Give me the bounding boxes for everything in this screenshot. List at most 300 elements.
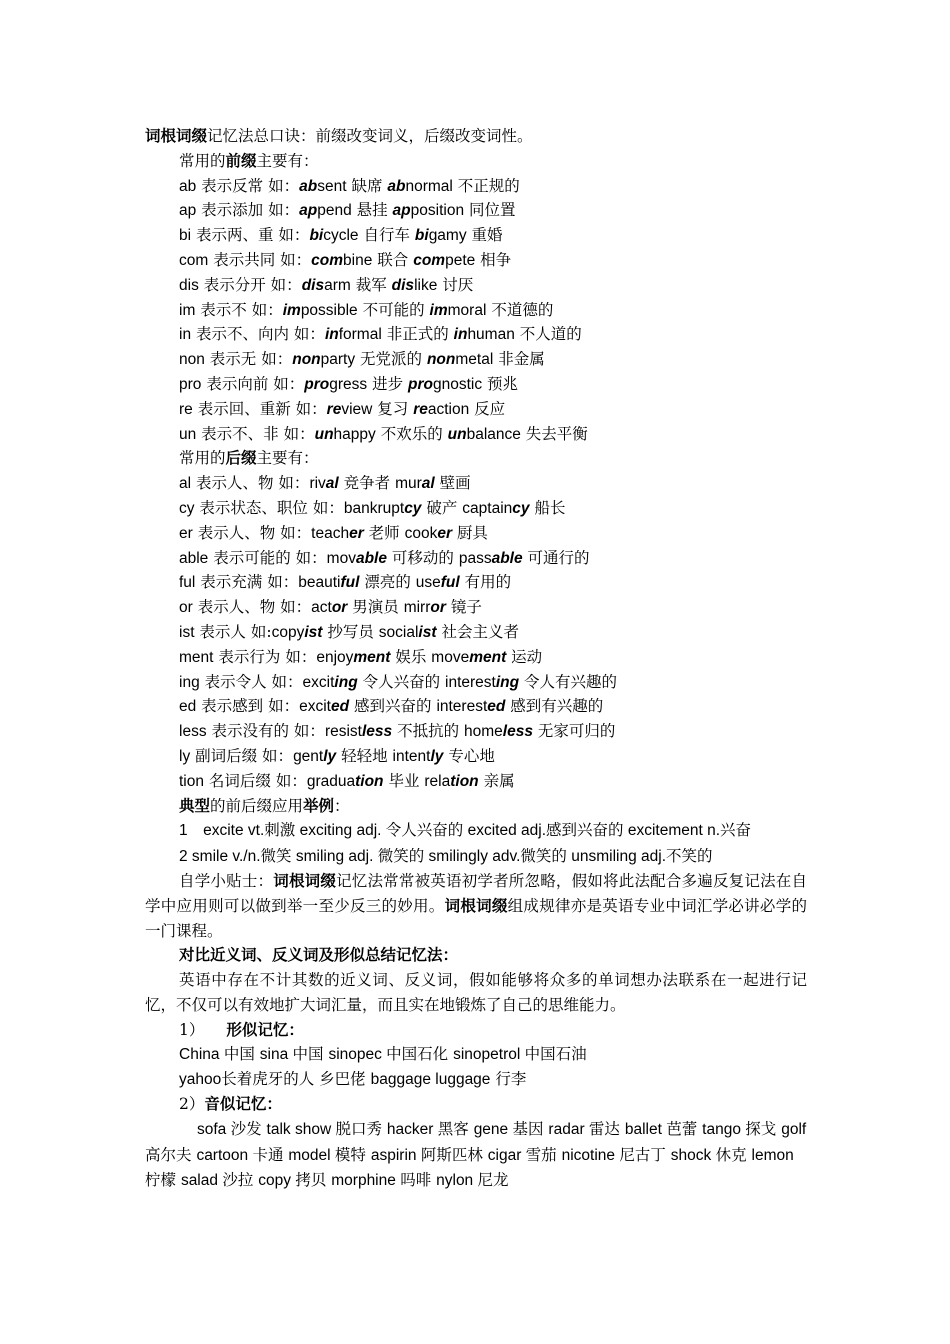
sound-word-en: nicotine bbox=[561, 1146, 620, 1164]
example-word-stem: riv bbox=[309, 475, 326, 493]
suffix-header-bold: 后缀 bbox=[225, 448, 257, 468]
suffix-meaning: 名词后缀 如： bbox=[204, 771, 307, 790]
sound-word-cn: 基因 bbox=[512, 1119, 549, 1138]
suffix-list bbox=[145, 471, 807, 793]
example-affix: ing bbox=[495, 673, 520, 691]
example-affix: tion bbox=[355, 772, 384, 790]
prefix-affix: pro bbox=[179, 375, 202, 393]
examples-header bbox=[145, 794, 807, 819]
example-word-stem: cook bbox=[404, 524, 438, 542]
example-cn: 非正式的 bbox=[381, 325, 454, 344]
example-word-rest: bine bbox=[343, 251, 373, 269]
example-2-p2: 微笑 bbox=[260, 847, 292, 866]
suffix-meaning: 表示行为 如： bbox=[213, 647, 317, 666]
example-cn: 联合 bbox=[372, 250, 414, 269]
example-word-rest: possible bbox=[300, 301, 358, 319]
shape-word-cn: 中国石油 bbox=[524, 1045, 587, 1064]
suffix-item bbox=[145, 694, 807, 719]
example-word-rest: gamy bbox=[428, 227, 467, 245]
sound-header bbox=[145, 1092, 807, 1117]
prefix-header-bold: 前缀 bbox=[225, 150, 257, 170]
suffix-affix: ly bbox=[179, 747, 191, 765]
suffix-meaning: 表示可能的 如： bbox=[208, 548, 327, 567]
example-word-rest: balance bbox=[466, 425, 521, 443]
example-word-stem: interest bbox=[445, 673, 496, 691]
example-affix: ist bbox=[304, 623, 323, 641]
prefix-item bbox=[145, 322, 807, 347]
prefix-affix: im bbox=[179, 301, 196, 319]
example-cn: 不抵抗的 bbox=[392, 722, 465, 741]
example-cn: 反应 bbox=[469, 399, 506, 418]
example-cn: 令人兴奋的 bbox=[357, 672, 446, 691]
example-word-rest: like bbox=[414, 276, 438, 294]
example-word-stem: excit bbox=[299, 698, 331, 716]
example-affix: cy bbox=[404, 499, 422, 517]
example-affix: com bbox=[311, 251, 344, 269]
example-affix: ed bbox=[330, 698, 350, 716]
example-word-rest: arm bbox=[324, 276, 351, 294]
example-1-p7: 兴奋 bbox=[720, 821, 752, 840]
example-affix: er bbox=[349, 524, 364, 542]
example-word-stem: gent bbox=[293, 747, 324, 765]
sound-word-cn: 吗啡 bbox=[400, 1171, 437, 1190]
prefix-item bbox=[145, 372, 807, 397]
example-1-p4: excited adj. bbox=[463, 822, 546, 840]
example-word-rest: position bbox=[410, 202, 465, 220]
suffix-item bbox=[145, 719, 807, 744]
sound-word-cn: 尼龙 bbox=[477, 1171, 509, 1190]
shape-l2a-en: yahoo bbox=[179, 1071, 222, 1089]
prefix-item bbox=[145, 223, 807, 248]
suffix-meaning: 表示令人 如： bbox=[199, 672, 303, 691]
suffix-affix: tion bbox=[179, 772, 204, 790]
prefix-meaning: 表示共同 如： bbox=[208, 250, 312, 269]
shape-l2a-cn: 长着虎牙的人 乡巴佬 bbox=[221, 1070, 366, 1089]
sound-word-cn: 高尔夫 bbox=[145, 1145, 197, 1164]
prefix-meaning: 表示不、非 如： bbox=[196, 424, 315, 443]
suffix-item bbox=[145, 570, 807, 595]
example-word-rest: metal bbox=[455, 351, 494, 369]
example-2-p4: 微笑的 bbox=[377, 847, 425, 866]
example-word-stem: beauti bbox=[298, 574, 341, 592]
example-word-stem: home bbox=[464, 723, 503, 741]
prefix-meaning: 表示反常 如： bbox=[196, 176, 300, 195]
example-2-p3: smiling adj. bbox=[291, 848, 378, 866]
sound-word-cn: 脱口秀 bbox=[335, 1119, 387, 1138]
suffix-affix: or bbox=[179, 599, 193, 617]
example-affix: al bbox=[325, 475, 339, 493]
tip-lead: 自学小贴士： bbox=[179, 871, 274, 890]
example-cn: 亲属 bbox=[478, 771, 515, 790]
suffix-header-post: 主要有： bbox=[256, 449, 319, 468]
example-word-stem: gradua bbox=[306, 772, 356, 790]
example-cn: 非金属 bbox=[493, 350, 545, 369]
sound-word-en: radar bbox=[548, 1120, 589, 1138]
examples-header-end: ： bbox=[334, 796, 350, 815]
example-cn: 壁画 bbox=[434, 474, 471, 493]
sound-word-en: cartoon bbox=[196, 1146, 253, 1164]
example-affix: ap bbox=[299, 202, 318, 220]
suffix-affix: ment bbox=[179, 648, 214, 666]
sound-word-cn: 拷贝 bbox=[295, 1171, 332, 1190]
prefix-meaning: 表示回、重新 如： bbox=[192, 399, 327, 418]
shape-num: 1） bbox=[179, 1020, 205, 1039]
prefix-affix: dis bbox=[179, 276, 199, 294]
sound-word-cn: 芭蕾 bbox=[666, 1119, 703, 1138]
prefix-affix: com bbox=[179, 251, 209, 269]
example-affix: re bbox=[326, 400, 342, 418]
example-cn: 相争 bbox=[475, 250, 512, 269]
example-cn: 不欢乐的 bbox=[375, 424, 448, 443]
shape-line-1 bbox=[145, 1042, 807, 1067]
example-word-stem: mur bbox=[395, 475, 422, 493]
intro-line bbox=[145, 124, 807, 149]
example-1-p5: 感到兴奋的 bbox=[546, 821, 624, 840]
example-cn: 可通行的 bbox=[522, 548, 590, 567]
example-1-lead: 1 excite vt. bbox=[179, 822, 265, 840]
prefix-item bbox=[145, 198, 807, 223]
prefix-item bbox=[145, 174, 807, 199]
example-word-rest: gress bbox=[329, 375, 368, 393]
suffix-header bbox=[145, 446, 807, 471]
compare-header bbox=[145, 943, 807, 968]
sound-word-en: salad bbox=[180, 1172, 223, 1190]
prefix-meaning: 表示不 如： bbox=[195, 300, 283, 319]
prefix-item bbox=[145, 422, 807, 447]
example-word-rest: happy bbox=[333, 425, 376, 443]
compare-header-text: 对比近义词、反义词及形似总结记忆法： bbox=[179, 945, 459, 965]
sound-word-cn: 雪茄 bbox=[525, 1145, 562, 1164]
prefix-item bbox=[145, 347, 807, 372]
example-cn: 悬挂 bbox=[351, 201, 393, 220]
example-affix: ist bbox=[418, 623, 437, 641]
example-cn: 缺席 bbox=[346, 176, 388, 195]
example-word-rest: party bbox=[320, 351, 356, 369]
suffix-item bbox=[145, 546, 807, 571]
example-cn: 感到兴奋的 bbox=[349, 697, 437, 716]
example-cn: 复习 bbox=[372, 399, 414, 418]
suffix-item bbox=[145, 670, 807, 695]
example-word-rest: pete bbox=[445, 251, 476, 269]
suffix-item bbox=[145, 496, 807, 521]
example-word-stem: teach bbox=[311, 524, 350, 542]
example-cn: 运动 bbox=[506, 647, 543, 666]
example-cn: 讨厌 bbox=[437, 275, 474, 294]
sound-word-en: morphine bbox=[331, 1172, 401, 1190]
example-affix: al bbox=[421, 475, 435, 493]
prefix-item bbox=[145, 298, 807, 323]
sound-word-cn: 尼古丁 bbox=[619, 1145, 671, 1164]
shape-word-cn: 中国 bbox=[223, 1045, 260, 1064]
suffix-item bbox=[145, 645, 807, 670]
prefix-meaning: 表示分开 如： bbox=[198, 275, 302, 294]
sound-word-cn: 阿斯匹林 bbox=[420, 1145, 488, 1164]
prefix-affix: non bbox=[179, 351, 205, 369]
example-affix: pro bbox=[408, 375, 433, 393]
sound-word-cn: 卡通 bbox=[252, 1145, 289, 1164]
example-cn: 预兆 bbox=[482, 374, 519, 393]
example-2-p8: 不笑的 bbox=[666, 847, 713, 866]
example-word-rest: view bbox=[341, 400, 373, 418]
example-word-stem: intent bbox=[392, 747, 431, 765]
example-affix: able bbox=[491, 549, 523, 567]
prefix-meaning: 表示添加 如： bbox=[196, 201, 300, 220]
example-cn: 不可能的 bbox=[357, 300, 430, 319]
example-cn: 同位置 bbox=[464, 201, 516, 220]
example-affix: ly bbox=[430, 747, 444, 765]
example-cn: 老师 bbox=[363, 523, 405, 542]
shape-word-en: sinopec bbox=[328, 1046, 387, 1064]
example-affix: non bbox=[426, 351, 456, 369]
examples-header-bold1: 典型 bbox=[179, 795, 211, 815]
example-affix: re bbox=[413, 400, 428, 418]
sound-word-cn: 休克 bbox=[715, 1145, 752, 1164]
example-word-stem: interest bbox=[436, 698, 488, 716]
suffix-affix: al bbox=[179, 475, 192, 493]
suffix-affix: cy bbox=[179, 499, 195, 517]
example-affix: un bbox=[447, 425, 467, 443]
example-cn: 镜子 bbox=[445, 598, 482, 617]
example-affix: un bbox=[314, 425, 334, 443]
example-affix: ful bbox=[340, 574, 360, 592]
prefix-meaning: 表示向前 如： bbox=[201, 374, 305, 393]
example-affix: less bbox=[502, 723, 533, 741]
example-2 bbox=[145, 844, 807, 869]
example-cn: 社会主义者 bbox=[436, 622, 519, 641]
example-affix: or bbox=[430, 599, 446, 617]
example-word-stem: move bbox=[431, 648, 470, 666]
prefix-affix: un bbox=[179, 425, 197, 443]
suffix-meaning: 副词后缀 如： bbox=[190, 746, 294, 765]
example-cn: 有用的 bbox=[459, 573, 512, 592]
suffix-meaning: 表示感到 如： bbox=[196, 697, 300, 716]
prefix-meaning: 表示不、向内 如： bbox=[191, 325, 325, 344]
example-affix: ment bbox=[469, 648, 507, 666]
example-affix: ap bbox=[392, 202, 411, 220]
example-cn: 男演员 bbox=[347, 598, 404, 617]
example-affix: ab bbox=[299, 177, 318, 195]
prefix-affix: bi bbox=[179, 227, 192, 245]
suffix-affix: ed bbox=[179, 698, 197, 716]
suffix-affix: less bbox=[179, 723, 207, 741]
sound-word-en: hacker bbox=[386, 1120, 438, 1138]
suffix-affix: ful bbox=[179, 574, 196, 592]
example-word-rest: pend bbox=[317, 202, 352, 220]
example-word-rest: normal bbox=[405, 177, 453, 195]
suffix-item bbox=[145, 471, 807, 496]
prefix-item bbox=[145, 273, 807, 298]
example-word-stem: copy bbox=[271, 623, 305, 641]
example-affix: com bbox=[413, 251, 446, 269]
sound-word-en: nylon bbox=[436, 1172, 478, 1190]
suffix-meaning: 表示状态、职位 如： bbox=[194, 498, 344, 517]
sound-word-cn: 沙发 bbox=[230, 1119, 267, 1138]
sound-words bbox=[145, 1117, 807, 1194]
suffix-affix: ist bbox=[179, 623, 195, 641]
prefix-header-post: 主要有： bbox=[256, 151, 319, 170]
sound-word-en: cigar bbox=[487, 1146, 526, 1164]
example-cn: 不道德的 bbox=[486, 300, 554, 319]
suffix-item bbox=[145, 769, 807, 794]
suffix-item bbox=[145, 521, 807, 546]
example-affix: ly bbox=[323, 747, 337, 765]
study-tip bbox=[145, 869, 807, 943]
shape-line-2 bbox=[145, 1067, 807, 1092]
sound-title: 音似记忆： bbox=[204, 1094, 282, 1114]
tip-text-2: 组成规律亦是英语专业中词汇学必讲必学的一门课程。 bbox=[145, 896, 807, 940]
example-affix: cy bbox=[512, 499, 530, 517]
example-cn: 轻轻地 bbox=[336, 746, 393, 765]
example-2-p5: smilingly adv. bbox=[424, 848, 521, 866]
example-word-stem: pass bbox=[458, 549, 492, 567]
sound-word-en: aspirin bbox=[370, 1146, 421, 1164]
example-cn: 漂亮的 bbox=[359, 573, 416, 592]
intro-title: 词根词缀 bbox=[145, 126, 208, 145]
example-affix: im bbox=[429, 301, 448, 319]
example-word-stem: use bbox=[415, 574, 441, 592]
example-cn: 无家可归的 bbox=[532, 722, 616, 741]
example-word-rest: formal bbox=[338, 326, 382, 344]
example-affix: ing bbox=[334, 673, 358, 691]
example-cn: 船长 bbox=[529, 498, 566, 517]
example-affix: bi bbox=[414, 227, 429, 245]
shape-l2b-en: baggage luggage bbox=[370, 1071, 491, 1089]
example-cn: 竞争者 bbox=[338, 474, 396, 493]
example-word-stem: social bbox=[378, 623, 419, 641]
example-2-p7: unsmiling adj. bbox=[566, 848, 667, 866]
example-word-rest: gnostic bbox=[432, 375, 483, 393]
example-cn: 重婚 bbox=[466, 226, 503, 245]
shape-word-cn: 中国石化 bbox=[386, 1045, 454, 1064]
prefix-affix: ap bbox=[179, 202, 197, 220]
example-affix: im bbox=[282, 301, 301, 319]
example-cn: 破产 bbox=[421, 498, 463, 517]
example-1-p3: 令人兴奋的 bbox=[385, 821, 464, 840]
example-word-rest: human bbox=[467, 326, 515, 344]
example-affix: able bbox=[355, 549, 387, 567]
example-word-stem: excit bbox=[302, 673, 335, 691]
sound-word-en: copy bbox=[258, 1172, 296, 1190]
example-cn: 抄写员 bbox=[322, 622, 379, 641]
shape-title: 形似记忆： bbox=[226, 1019, 304, 1039]
example-affix: in bbox=[453, 326, 468, 344]
sound-word-en: model bbox=[288, 1146, 335, 1164]
example-2-p6: 微笑的 bbox=[520, 847, 567, 866]
suffix-affix: ing bbox=[179, 673, 200, 691]
example-1-p2: exciting adj. bbox=[295, 822, 386, 840]
suffix-meaning: 表示人、物 如： bbox=[191, 474, 310, 493]
compare-body: 英语中存在不计其数的近义词、反义词，假如能够将众多的单词想办法联系在一起进行记忆，不仅可以有效地扩大词汇量，而且实在地锻炼了自己的思维能力。 bbox=[145, 971, 807, 1014]
example-affix: ment bbox=[353, 648, 391, 666]
example-word-stem: resist bbox=[324, 723, 362, 741]
example-word-rest: cycle bbox=[323, 227, 359, 245]
sound-word-en: talk show bbox=[266, 1120, 336, 1138]
example-affix: non bbox=[292, 351, 321, 369]
example-affix: dis bbox=[391, 276, 415, 294]
intro-text: 记忆法总口诀：前缀改变词义，后缀改变词性。 bbox=[207, 127, 533, 145]
example-affix: tion bbox=[450, 772, 479, 790]
example-affix: ful bbox=[440, 574, 460, 592]
suffix-meaning: 表示充满 如： bbox=[195, 573, 299, 592]
example-2-p1: 2 smile v./n. bbox=[179, 848, 261, 866]
example-word-rest: moral bbox=[447, 301, 487, 319]
suffix-meaning: 表示人 如: bbox=[194, 622, 272, 641]
example-affix: bi bbox=[309, 227, 324, 245]
sound-word-cn: 雷达 bbox=[588, 1119, 625, 1138]
sound-word-en: golf bbox=[781, 1120, 807, 1138]
prefix-list bbox=[145, 174, 807, 447]
example-word-stem: mirr bbox=[403, 599, 431, 617]
example-word-stem: captain bbox=[462, 499, 513, 517]
example-cn: 可移动的 bbox=[386, 548, 459, 567]
example-word-stem: mov bbox=[326, 549, 356, 567]
prefix-item bbox=[145, 397, 807, 422]
example-cn: 失去平衡 bbox=[520, 424, 588, 443]
suffix-meaning: 表示没有的 如： bbox=[206, 722, 325, 741]
example-cn: 专心地 bbox=[443, 746, 495, 765]
prefix-meaning: 表示无 如： bbox=[204, 350, 293, 369]
example-1-p1: 刺激 bbox=[264, 821, 296, 840]
example-cn: 裁军 bbox=[350, 275, 392, 294]
example-cn: 不正规的 bbox=[452, 176, 520, 195]
example-cn: 厨具 bbox=[452, 523, 488, 542]
prefix-affix: in bbox=[179, 326, 192, 344]
prefix-header-pre: 常用的 bbox=[179, 151, 226, 170]
example-affix: in bbox=[324, 326, 339, 344]
shape-word-cn: 中国 bbox=[292, 1045, 329, 1064]
sound-word-en: gene bbox=[473, 1120, 513, 1138]
sound-word-en: shock bbox=[670, 1146, 716, 1164]
prefix-affix: re bbox=[179, 400, 193, 418]
example-word-rest: sent bbox=[317, 177, 347, 195]
examples-header-mid: 的前后缀应用 bbox=[210, 796, 304, 815]
example-1-p6: excitement n. bbox=[623, 822, 721, 840]
suffix-meaning: 表示人、物 如： bbox=[192, 523, 312, 542]
examples-header-bold2: 举例 bbox=[303, 795, 335, 815]
sound-word-en: tango bbox=[702, 1120, 746, 1138]
example-1 bbox=[145, 818, 807, 844]
example-affix: ed bbox=[487, 698, 506, 716]
example-cn: 进步 bbox=[367, 374, 408, 393]
example-affix: less bbox=[361, 723, 393, 741]
document-body bbox=[145, 124, 807, 1194]
example-cn: 毕业 bbox=[383, 771, 425, 790]
suffix-affix: able bbox=[179, 549, 209, 567]
prefix-meaning: 表示两、重 如： bbox=[191, 226, 310, 245]
shape-word-en: sinopetrol bbox=[453, 1046, 525, 1064]
example-affix: or bbox=[331, 599, 348, 617]
sound-word-cn: 模特 bbox=[334, 1145, 371, 1164]
suffix-header-pre: 常用的 bbox=[179, 449, 226, 468]
tip-text-1: 记忆法常常被英语初学者所忽略，假如将此法配合多遍反复记法在自学中应用则可以做到举一至少反三的妙用。 bbox=[145, 871, 807, 915]
example-cn: 令人有兴趣的 bbox=[519, 672, 618, 691]
tip-bold-2: 词根词缀 bbox=[444, 895, 508, 915]
example-word-rest: action bbox=[427, 400, 470, 418]
example-cn: 无党派的 bbox=[355, 350, 427, 369]
example-cn: 感到有兴趣的 bbox=[505, 697, 604, 716]
example-affix: dis bbox=[301, 276, 325, 294]
example-affix: ab bbox=[387, 177, 406, 195]
example-word-stem: bankrupt bbox=[343, 499, 405, 517]
shape-l2b-cn: 行李 bbox=[495, 1070, 527, 1089]
prefix-header bbox=[145, 149, 807, 174]
suffix-item bbox=[145, 595, 807, 620]
sound-word-en: lemon bbox=[751, 1146, 794, 1164]
tip-bold-1: 词根词缀 bbox=[273, 870, 337, 890]
sound-word-cn: 探戈 bbox=[745, 1119, 782, 1138]
suffix-item bbox=[145, 620, 807, 645]
sound-word-en: sofa bbox=[197, 1120, 231, 1138]
